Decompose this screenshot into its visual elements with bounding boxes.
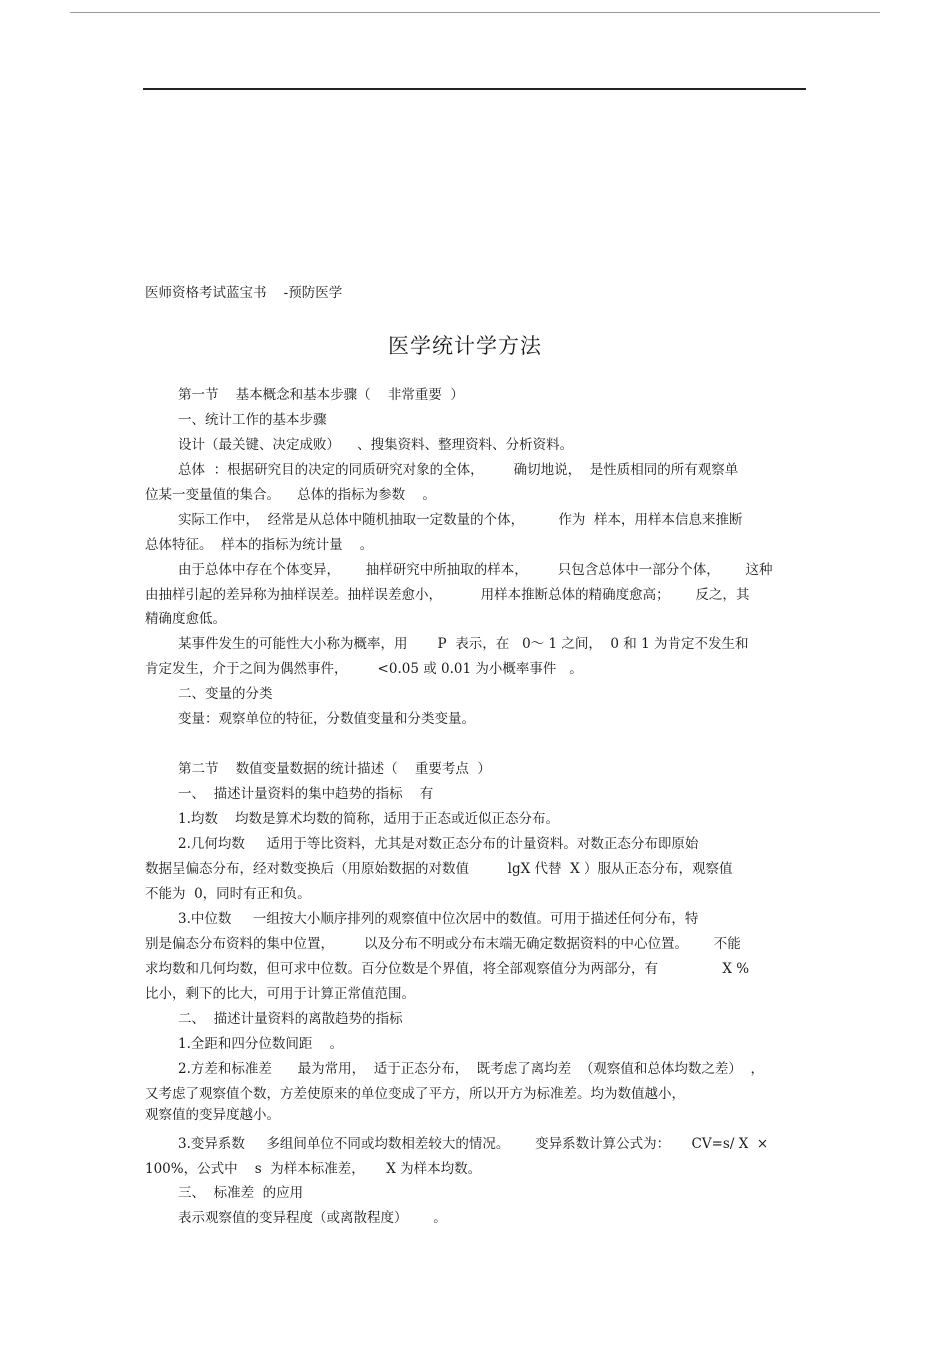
paragraph-line: 设计（最关键、决定成败） 、搜集资料、整理资料、分析资料。 bbox=[178, 437, 574, 453]
paragraph-line: 总体 ：根据研究目的决定的同质研究对象的全体， 确切地说， 是性质相同的所有观察单 bbox=[178, 462, 739, 478]
paragraph-line: 2.几何均数 适用于等比资料，尤其是对数正态分布的计量资料。对数正态分布即原始 bbox=[178, 836, 699, 852]
subheading: 一、统计工作的基本步骤 bbox=[178, 412, 327, 428]
paragraph-line: 数据呈偏态分布，经对数变换后（用原始数据的对数值 lgX 代替 X ）服从正态分布，观察值 bbox=[145, 861, 733, 877]
paragraph-line: 某事件发生的可能性大小称为概率，用 P 表示，在 0～ 1 之间， 0 和 1 为肯定不发生和 bbox=[178, 636, 749, 652]
paragraph-line: 2.方差和标准差 最为常用， 适于正态分布， 既考虑了离均差 （观察值和总体均数之差） ， bbox=[178, 1061, 764, 1077]
section-heading-2: 第二节 数值变量数据的统计描述（ 重要考点 ） bbox=[178, 761, 491, 777]
paragraph-line: 别是偏态分布资料的集中位置， 以及分布不明或分布末端无确定数据资料的中心位置。 不能 bbox=[145, 936, 741, 952]
paragraph-line: 位某一变量值的集合。 总体的指标为参数 。 bbox=[145, 487, 436, 503]
top-divider bbox=[70, 12, 880, 13]
paragraph-line: 100%，公式中 s 为样本标准差， X 为样本均数。 bbox=[145, 1161, 482, 1177]
paragraph-line: 实际工作中， 经常是从总体中随机抽取一定数量的个体， 作为 样本，用样本信息来推断 bbox=[178, 512, 743, 528]
paragraph-line: 又考虑了观察值个数，方差使原来的单位变成了平方，所以开方为标准差。均为数值越小， bbox=[145, 1086, 685, 1102]
subheading: 二、变量的分类 bbox=[178, 686, 273, 702]
paragraph-line: 1.全距和四分位数间距 。 bbox=[178, 1036, 344, 1052]
paragraph-line: 观察值的变异度越小。 bbox=[145, 1107, 280, 1123]
subheading: 三、 标准差 的应用 bbox=[178, 1185, 304, 1201]
paragraph-line: 变量：观察单位的特征，分数值变量和分类变量。 bbox=[178, 711, 475, 727]
paragraph-line: 由抽样引起的差异称为抽样误差。抽样误差愈小， 用样本推断总体的精确度愈高； 反之，其 bbox=[145, 587, 750, 603]
paragraph-line: 精确度愈低。 bbox=[145, 611, 226, 627]
book-header: 医师资格考试蓝宝书 -预防医学 bbox=[145, 285, 343, 301]
header-rule bbox=[143, 88, 806, 90]
paragraph-line: 3.变异系数 多组间单位不同或均数相差较大的情况。 变异系数计算公式为： CV=s/ X × bbox=[178, 1136, 769, 1152]
subheading: 一、 描述计量资料的集中趋势的指标 有 bbox=[178, 786, 434, 802]
paragraph-line: 肯定发生，介于之间为偶然事件， <0.05 或 0.01 为小概率事件 。 bbox=[145, 661, 583, 677]
page-title: 医学统计学方法 bbox=[388, 334, 542, 358]
paragraph-line: 1.均数 均数是算术均数的简称，适用于正态或近似正态分布。 bbox=[178, 811, 560, 827]
paragraph-line: 3.中位数 一组按大小顺序排列的观察值中位次居中的数值。可用于描述任何分布，特 bbox=[178, 911, 699, 927]
paragraph-line: 比小，剩下的比大，可用于计算正常值范围。 bbox=[145, 986, 415, 1002]
section-heading-1: 第一节 基本概念和基本步骤（ 非常重要 ） bbox=[178, 387, 464, 403]
paragraph-line: 总体特征。 样本的指标为统计量 。 bbox=[145, 537, 374, 553]
paragraph-line: 不能为 0，同时有正和负。 bbox=[145, 886, 311, 902]
paragraph-line: 求均数和几何均数，但可求中位数。百分位数是个界值，将全部观察值分为两部分，有 X % bbox=[145, 961, 750, 977]
paragraph-line: 由于总体中存在个体变异， 抽样研究中所抽取的样本， 只包含总体中一部分个体， 这种 bbox=[178, 562, 773, 578]
paragraph-line: 表示观察值的变异程度（或离散程度） 。 bbox=[178, 1210, 447, 1226]
subheading: 二、 描述计量资料的离散趋势的指标 bbox=[178, 1011, 403, 1027]
